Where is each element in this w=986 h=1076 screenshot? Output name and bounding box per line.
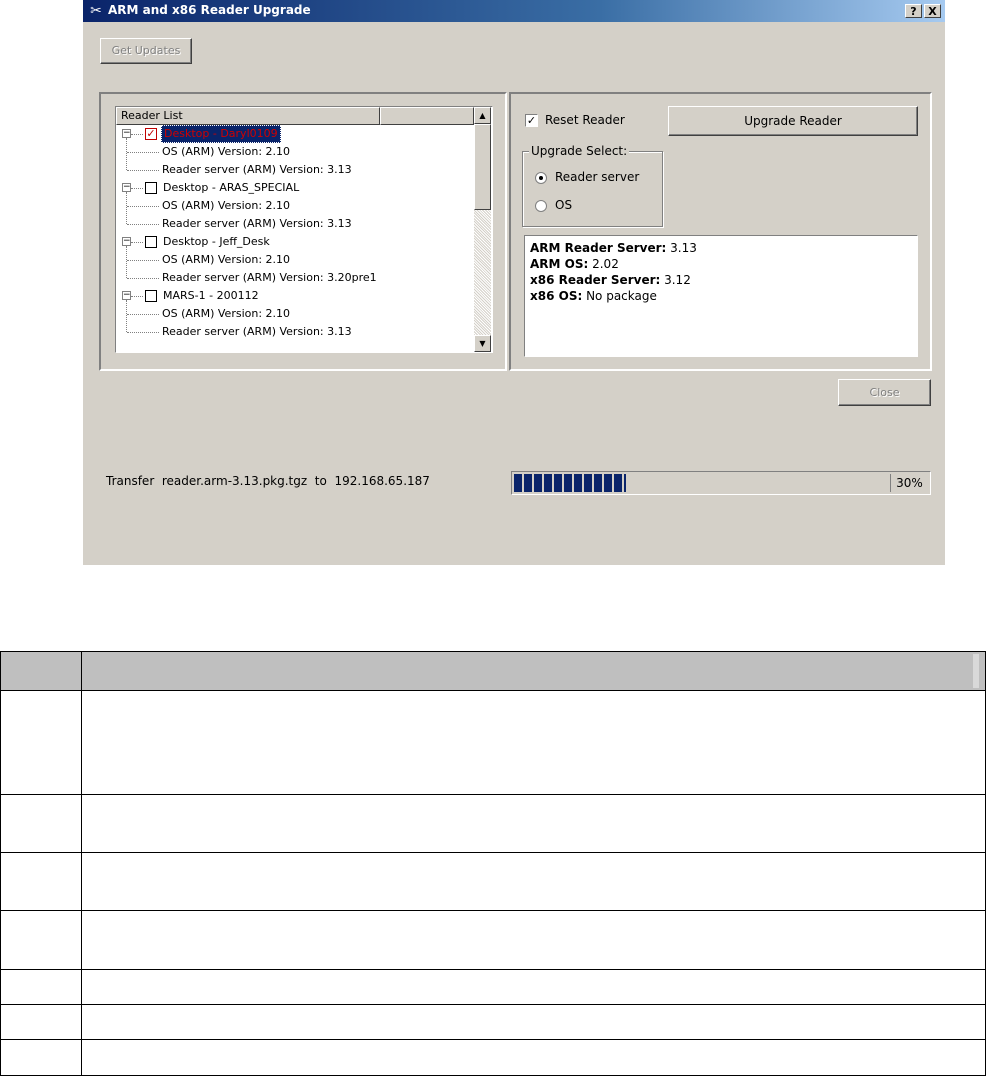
- get-updates-button[interactable]: [100, 38, 192, 64]
- tree-connector: [127, 278, 159, 279]
- tree-rows: [116, 125, 474, 353]
- table-row: [1, 1040, 986, 1076]
- window-title: ARM and x86 Reader Upgrade: [108, 3, 311, 17]
- package-info-box: [524, 235, 918, 357]
- scroll-up-icon[interactable]: ▲: [474, 107, 491, 124]
- radio-reader-server[interactable]: [535, 172, 547, 184]
- collapse-icon[interactable]: −: [123, 128, 131, 138]
- table-cell: [82, 1005, 986, 1040]
- transfer-status: Transfer reader.arm-3.13.pkg.tgz to 192.168.65.187: [106, 474, 430, 488]
- close-button-label: Close: [869, 386, 900, 399]
- help-button[interactable]: ?: [905, 4, 922, 18]
- upgrade-options-panel: [509, 92, 932, 371]
- table-cell: [1, 853, 82, 911]
- close-button[interactable]: [838, 379, 931, 406]
- title-bar: [83, 0, 945, 22]
- table-header-row: [1, 652, 986, 691]
- reader-checkbox[interactable]: [145, 290, 157, 302]
- reader-checkbox[interactable]: [145, 182, 157, 194]
- tree-connector: [131, 242, 143, 243]
- close-window-button[interactable]: X: [924, 4, 941, 18]
- arm-reader-server-value: 3.13: [666, 241, 697, 255]
- reader-checkbox[interactable]: [145, 236, 157, 248]
- x86-reader-server-line: [530, 272, 912, 288]
- tree-connector: [127, 314, 159, 315]
- upgrade-dialog: [83, 0, 945, 565]
- table-cell: [82, 691, 986, 795]
- table-cell: [1, 970, 82, 1005]
- progress-percent: 30%: [890, 474, 928, 492]
- arm-os-value: 2.02: [588, 257, 619, 271]
- table-cell: [82, 911, 986, 970]
- radio-reader-server-label: Reader server: [555, 170, 640, 184]
- version-label: OS (ARM) Version: 2.10: [162, 253, 291, 266]
- tree-connector: [127, 206, 159, 207]
- table-header-text: [82, 652, 985, 690]
- table-row: [1, 853, 986, 911]
- tree-child-item[interactable]: [116, 143, 474, 161]
- table-cell: [1, 691, 82, 795]
- table-cell: [82, 970, 986, 1005]
- table-row: [1, 911, 986, 970]
- version-label: Reader server (ARM) Version: 3.13: [162, 325, 352, 338]
- tree-connector: [127, 260, 159, 261]
- scroll-down-icon[interactable]: ▼: [474, 335, 491, 352]
- tree-node[interactable]: [116, 233, 474, 251]
- table-cell: [82, 795, 986, 853]
- tree-connector: [131, 134, 143, 135]
- reader-label[interactable]: Desktop - Daryl0109: [161, 125, 281, 143]
- version-label: Reader server (ARM) Version: 3.20pre1: [162, 271, 377, 284]
- tree-connector: [131, 296, 143, 297]
- radio-os[interactable]: [535, 200, 547, 212]
- table-row: [1, 691, 986, 795]
- x86-reader-server-label: x86 Reader Server:: [530, 273, 661, 287]
- collapse-icon[interactable]: −: [123, 182, 131, 192]
- version-label: OS (ARM) Version: 2.10: [162, 145, 291, 158]
- x86-os-line: [530, 288, 912, 304]
- version-label: Reader server (ARM) Version: 3.13: [162, 163, 352, 176]
- tree-connector: [127, 170, 159, 171]
- table-cell: [82, 1040, 986, 1076]
- tree-scrollbar[interactable]: [474, 107, 491, 352]
- x86-reader-server-value: 3.12: [660, 273, 691, 287]
- tree-connector: [127, 332, 159, 333]
- collapse-icon[interactable]: −: [123, 290, 131, 300]
- tools-icon: ✂: [90, 3, 102, 19]
- reader-list-panel: [99, 92, 507, 371]
- x86-os-value: No package: [582, 289, 657, 303]
- reader-label[interactable]: Desktop - Jeff_Desk: [163, 235, 270, 248]
- arm-os-line: [530, 256, 912, 272]
- table-row: [1, 1005, 986, 1040]
- get-updates-label: Get Updates: [111, 44, 181, 57]
- tree-child-item[interactable]: [116, 215, 474, 233]
- version-label: OS (ARM) Version: 2.10: [162, 199, 291, 212]
- transfer-progress-bar: [511, 471, 931, 495]
- table-cell: [1, 1005, 82, 1040]
- progress-fill: [514, 474, 626, 492]
- tree-connector: [127, 152, 159, 153]
- scroll-thumb[interactable]: [474, 124, 491, 210]
- arm-reader-server-line: [530, 240, 912, 256]
- table-row: [1, 970, 986, 1005]
- column-header-reader-list[interactable]: Reader List: [116, 107, 380, 125]
- table-cell: [1, 911, 82, 970]
- description-table: [0, 651, 986, 1076]
- table-header-cell: [82, 652, 986, 691]
- reset-reader-checkbox[interactable]: ✓: [526, 114, 537, 127]
- version-label: Reader server (ARM) Version: 3.13: [162, 217, 352, 230]
- upgrade-select-group: [522, 144, 663, 227]
- reader-label[interactable]: Desktop - ARAS_SPECIAL: [163, 181, 300, 194]
- tree-connector: [127, 224, 159, 225]
- tree-node[interactable]: [116, 179, 474, 197]
- upgrade-reader-label: Upgrade Reader: [744, 114, 842, 128]
- tree-child-item[interactable]: [116, 251, 474, 269]
- radio-os-label: OS: [555, 198, 573, 212]
- table-cell: [1, 795, 82, 853]
- reader-tree[interactable]: [115, 106, 493, 353]
- tree-node[interactable]: [116, 125, 474, 143]
- reset-reader-label: Reset Reader: [545, 113, 625, 127]
- upgrade-select-legend: Upgrade Select:: [531, 144, 628, 158]
- tree-child-item[interactable]: [116, 161, 474, 179]
- tree-header: [116, 107, 474, 125]
- tree-node[interactable]: [116, 287, 474, 305]
- collapse-icon[interactable]: −: [123, 236, 131, 246]
- arm-reader-server-label: ARM Reader Server:: [530, 241, 667, 255]
- reader-checkbox[interactable]: ✓: [146, 127, 156, 140]
- tree-child-item[interactable]: [116, 323, 474, 341]
- reader-label[interactable]: MARS-1 - 200112: [163, 289, 259, 302]
- tree-child-item[interactable]: [116, 269, 474, 287]
- column-header-2[interactable]: [380, 107, 474, 125]
- progress-track: [514, 474, 888, 492]
- upgrade-reader-button[interactable]: [668, 106, 918, 136]
- table-cell: [1, 1040, 82, 1076]
- table-header-cell: [1, 652, 82, 691]
- version-label: OS (ARM) Version: 2.10: [162, 307, 291, 320]
- tree-child-item[interactable]: [116, 197, 474, 215]
- table-row: [1, 795, 986, 853]
- tree-child-item[interactable]: [116, 305, 474, 323]
- x86-os-label: x86 OS:: [530, 289, 583, 303]
- arm-os-label: ARM OS:: [530, 257, 589, 271]
- tree-connector: [131, 188, 143, 189]
- table-cell: [82, 853, 986, 911]
